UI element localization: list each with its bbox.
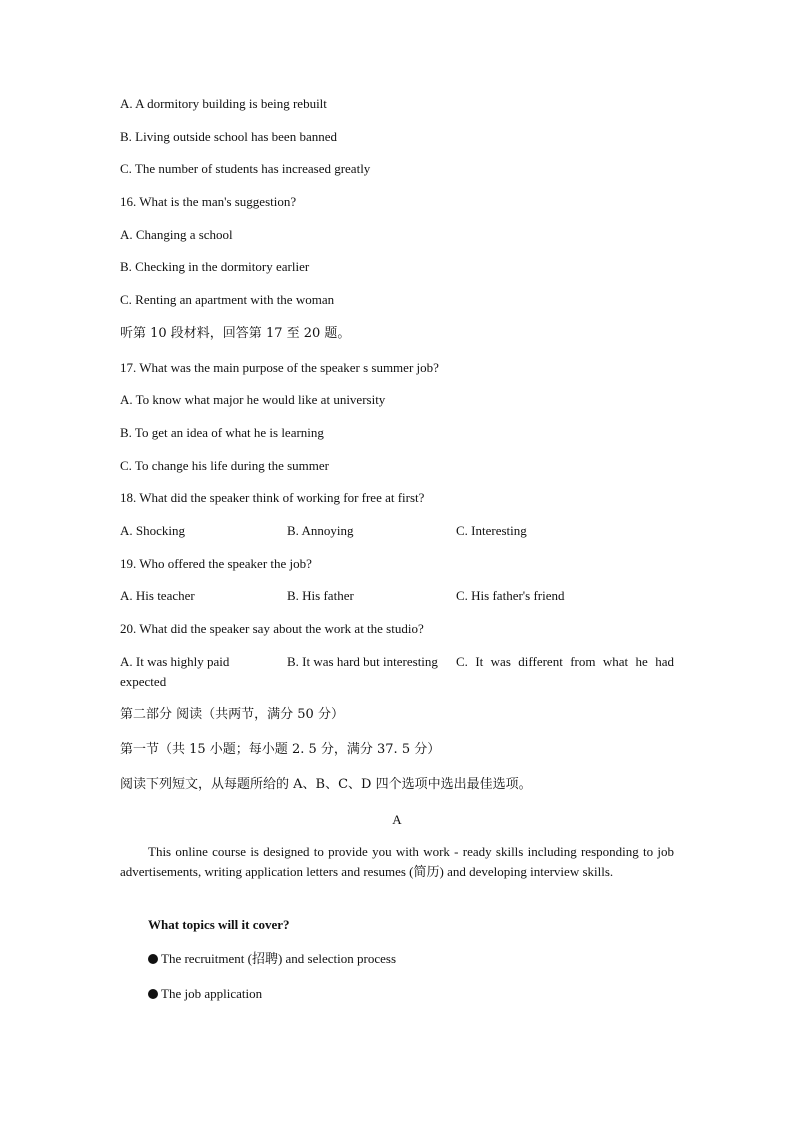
- bullet-dot-icon: [148, 989, 158, 999]
- q20-option-a: A. It was highly paid: [120, 654, 230, 669]
- bullet-text: The job application: [161, 986, 263, 1001]
- section10-instruction: 听第 10 段材料，回答第 17 至 20 题。: [120, 326, 351, 341]
- q15-option-b: B. Living outside school has been banned: [120, 129, 337, 144]
- q15-option-c: C. The number of students has increased greatly: [120, 161, 371, 176]
- q15-option-a: A. A dormitory building is being rebuilt: [120, 96, 327, 111]
- q19-option-a: A. His teacher: [120, 588, 195, 603]
- q17-question: 17. What was the main purpose of the speaker s summer job?: [120, 360, 439, 375]
- bullet-item: [148, 951, 396, 967]
- q20-option-c: C. It was different from what he had: [456, 654, 674, 669]
- q17-option-b: B. To get an idea of what he is learning: [120, 425, 324, 440]
- q16-option-c: C. Renting an apartment with the woman: [120, 292, 335, 307]
- topics-heading: What topics will it cover?: [148, 917, 290, 932]
- part2-title: 第二部分 阅读（共两节，满分 50 分）: [120, 707, 344, 722]
- reading-instruction: 阅读下列短文，从每题所给的 A、B、C、D 四个选项中选出最佳选项。: [120, 777, 532, 792]
- passage-label: A: [392, 812, 402, 827]
- section1-title: 第一节（共 15 小题；每小题 2. 5 分，满分 37. 5 分）: [120, 742, 441, 757]
- q17-option-a: A. To know what major he would like at university: [120, 392, 386, 407]
- bullet-item: [148, 986, 262, 1002]
- passage-paragraph: This online course is designed to provide you with work - ready skills including responding to job advertisements, writing application letters and resumes (简历) and developing interview skills.: [120, 844, 674, 879]
- bullet-dot-icon: [148, 954, 158, 964]
- q16-question: 16. What is the man's suggestion?: [120, 194, 297, 209]
- q16-option-b: B. Checking in the dormitory earlier: [120, 259, 310, 274]
- q20-option-c-continued: expected: [120, 674, 167, 689]
- q19-option-c: C. His father's friend: [456, 588, 565, 603]
- q17-option-c: C. To change his life during the summer: [120, 458, 329, 473]
- q16-option-a: A. Changing a school: [120, 227, 233, 242]
- bullet-text: The recruitment (招聘) and selection process: [161, 951, 396, 966]
- q18-option-b: B. Annoying: [287, 523, 354, 538]
- q19-option-b: B. His father: [287, 588, 354, 603]
- q20-question: 20. What did the speaker say about the work at the studio?: [120, 621, 424, 636]
- q19-question: 19. Who offered the speaker the job?: [120, 556, 312, 571]
- q18-option-c: C. Interesting: [456, 523, 527, 538]
- q20-option-b: B. It was hard but interesting: [287, 654, 438, 669]
- q18-option-a: A. Shocking: [120, 523, 185, 538]
- q18-question: 18. What did the speaker think of working for free at first?: [120, 490, 425, 505]
